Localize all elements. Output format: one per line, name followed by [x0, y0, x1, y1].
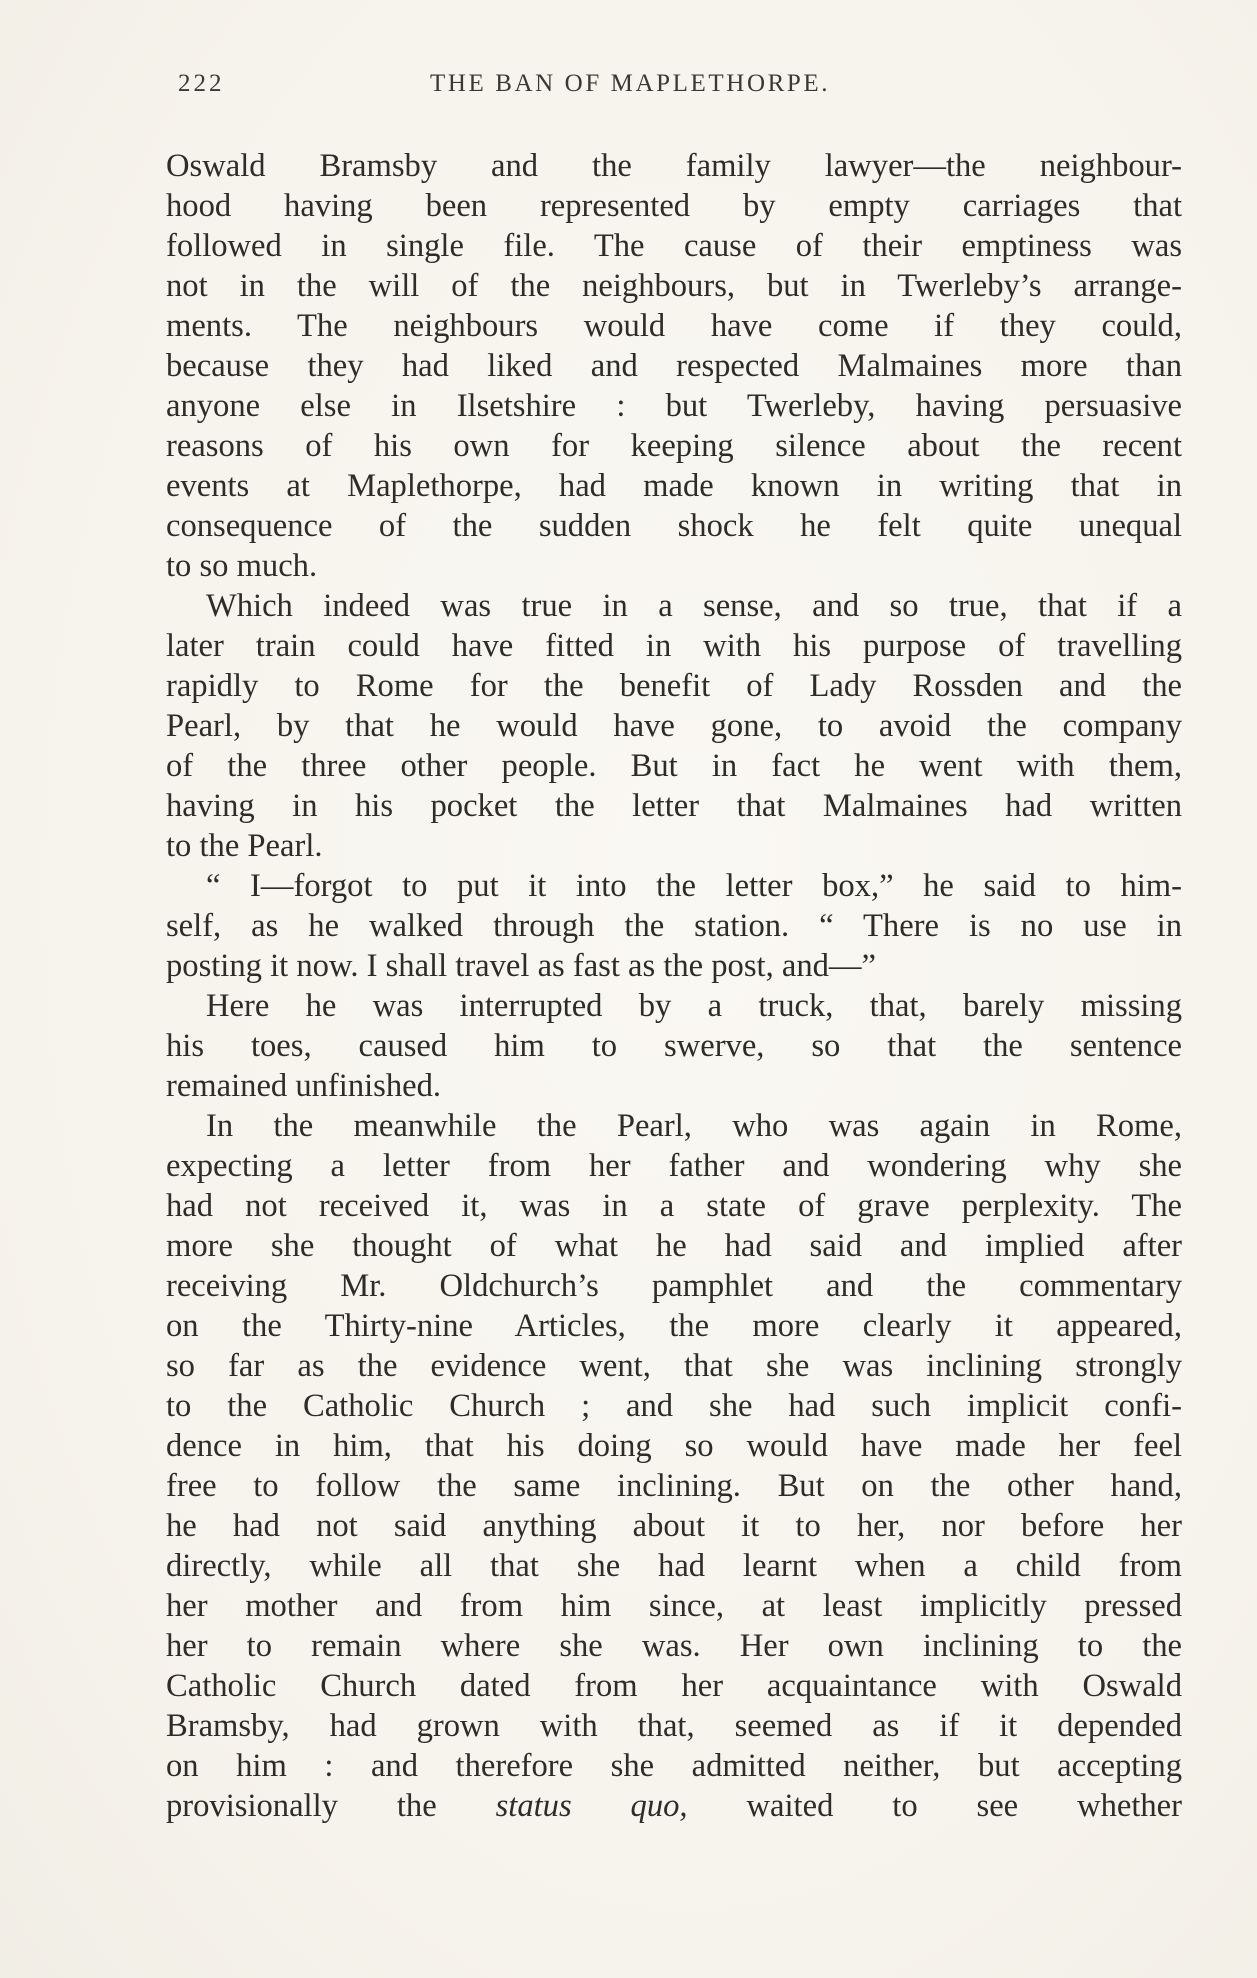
- text-line: events at Maplethorpe, had made known in writing that in: [166, 468, 1182, 504]
- text-line: Bramsby, had grown with that, seemed as if it depended: [166, 1708, 1182, 1744]
- text-line: directly, while all that she had learnt when a child from: [166, 1548, 1182, 1584]
- text-line: her mother and from him since, at least implicitly pressed: [166, 1588, 1182, 1624]
- text-line: had not received it, was in a state of grave perplexity. The: [166, 1188, 1182, 1224]
- text-line: on the Thirty-nine Articles, the more clearly it appeared,: [166, 1308, 1182, 1344]
- text-line: more she thought of what he had said and implied after: [166, 1228, 1182, 1264]
- text-line: free to follow the same inclining. But on the other hand,: [166, 1468, 1182, 1504]
- text-line: ments. The neighbours would have come if they could,: [166, 308, 1182, 344]
- text-line: consequence of the sudden shock he felt quite unequal: [166, 508, 1182, 544]
- text-line: “ I—forgot to put it into the letter box,” he said to him-: [206, 868, 1182, 904]
- text-line: hood having been represented by empty carriages that: [166, 188, 1182, 224]
- text-line: because they had liked and respected Malmaines more than: [166, 348, 1182, 384]
- text-line: to the Catholic Church ; and she had such implicit confi-: [166, 1388, 1182, 1424]
- text-line: Here he was interrupted by a truck, that, barely missing: [206, 988, 1182, 1024]
- text-line: self, as he walked through the station. “ There is no use in: [166, 908, 1182, 944]
- text-line: reasons of his own for keeping silence about the recent: [166, 428, 1182, 464]
- text-line: Pearl, by that he would have gone, to avoid the company: [166, 708, 1182, 744]
- text-line: dence in him, that his doing so would have made her feel: [166, 1428, 1182, 1464]
- text-line: receiving Mr. Oldchurch’s pamphlet and the commentary: [166, 1268, 1182, 1304]
- body-text: [166, 146, 1182, 1826]
- text-line: her to remain where she was. Her own inclining to the: [166, 1628, 1182, 1664]
- text-line: In the meanwhile the Pearl, who was again in Rome,: [206, 1108, 1182, 1144]
- italic-phrase: status quo,: [495, 1788, 688, 1824]
- text-line: anyone else in Ilsetshire : but Twerleby, having persuasive: [166, 388, 1182, 424]
- text-line-final: [166, 1786, 1182, 1826]
- text-line: Which indeed was true in a sense, and so true, that if a: [206, 588, 1182, 624]
- text-line: later train could have fitted in with his purpose of travelling: [166, 628, 1182, 664]
- final-line-end: waited to see whether: [746, 1788, 1182, 1824]
- running-header: [162, 70, 1184, 110]
- text-line: followed in single file. The cause of their emptiness was: [166, 228, 1182, 264]
- text-line: so far as the evidence went, that she was inclining strongly: [166, 1348, 1182, 1384]
- text-line: to the Pearl.: [166, 828, 323, 864]
- text-line: he had not said anything about it to her, nor before her: [166, 1508, 1182, 1544]
- running-title: THE BAN OF MAPLETHORPE.: [430, 70, 831, 97]
- text-line: of the three other people. But in fact he went with them,: [166, 748, 1182, 784]
- page-number: 222: [178, 70, 225, 97]
- text-line: remained unfinished.: [166, 1068, 442, 1104]
- final-line-start: provisionally the: [166, 1788, 437, 1824]
- text-line: having in his pocket the letter that Malmaines had written: [166, 788, 1182, 824]
- text-line: Oswald Bramsby and the family lawyer—the neighbour-: [166, 148, 1182, 184]
- text-line: to so much.: [166, 548, 318, 584]
- text-line: on him : and therefore she admitted neither, but accepting: [166, 1748, 1182, 1784]
- text-line: not in the will of the neighbours, but in Twerleby’s arrange-: [166, 268, 1182, 304]
- text-line: rapidly to Rome for the benefit of Lady Rossden and the: [166, 668, 1182, 704]
- text-line: expecting a letter from her father and wondering why she: [166, 1148, 1182, 1184]
- text-line: Catholic Church dated from her acquaintance with Oswald: [166, 1668, 1182, 1704]
- text-line: his toes, caused him to swerve, so that the sentence: [166, 1028, 1182, 1064]
- text-line: posting it now. I shall travel as fast as the post, and—”: [166, 948, 876, 984]
